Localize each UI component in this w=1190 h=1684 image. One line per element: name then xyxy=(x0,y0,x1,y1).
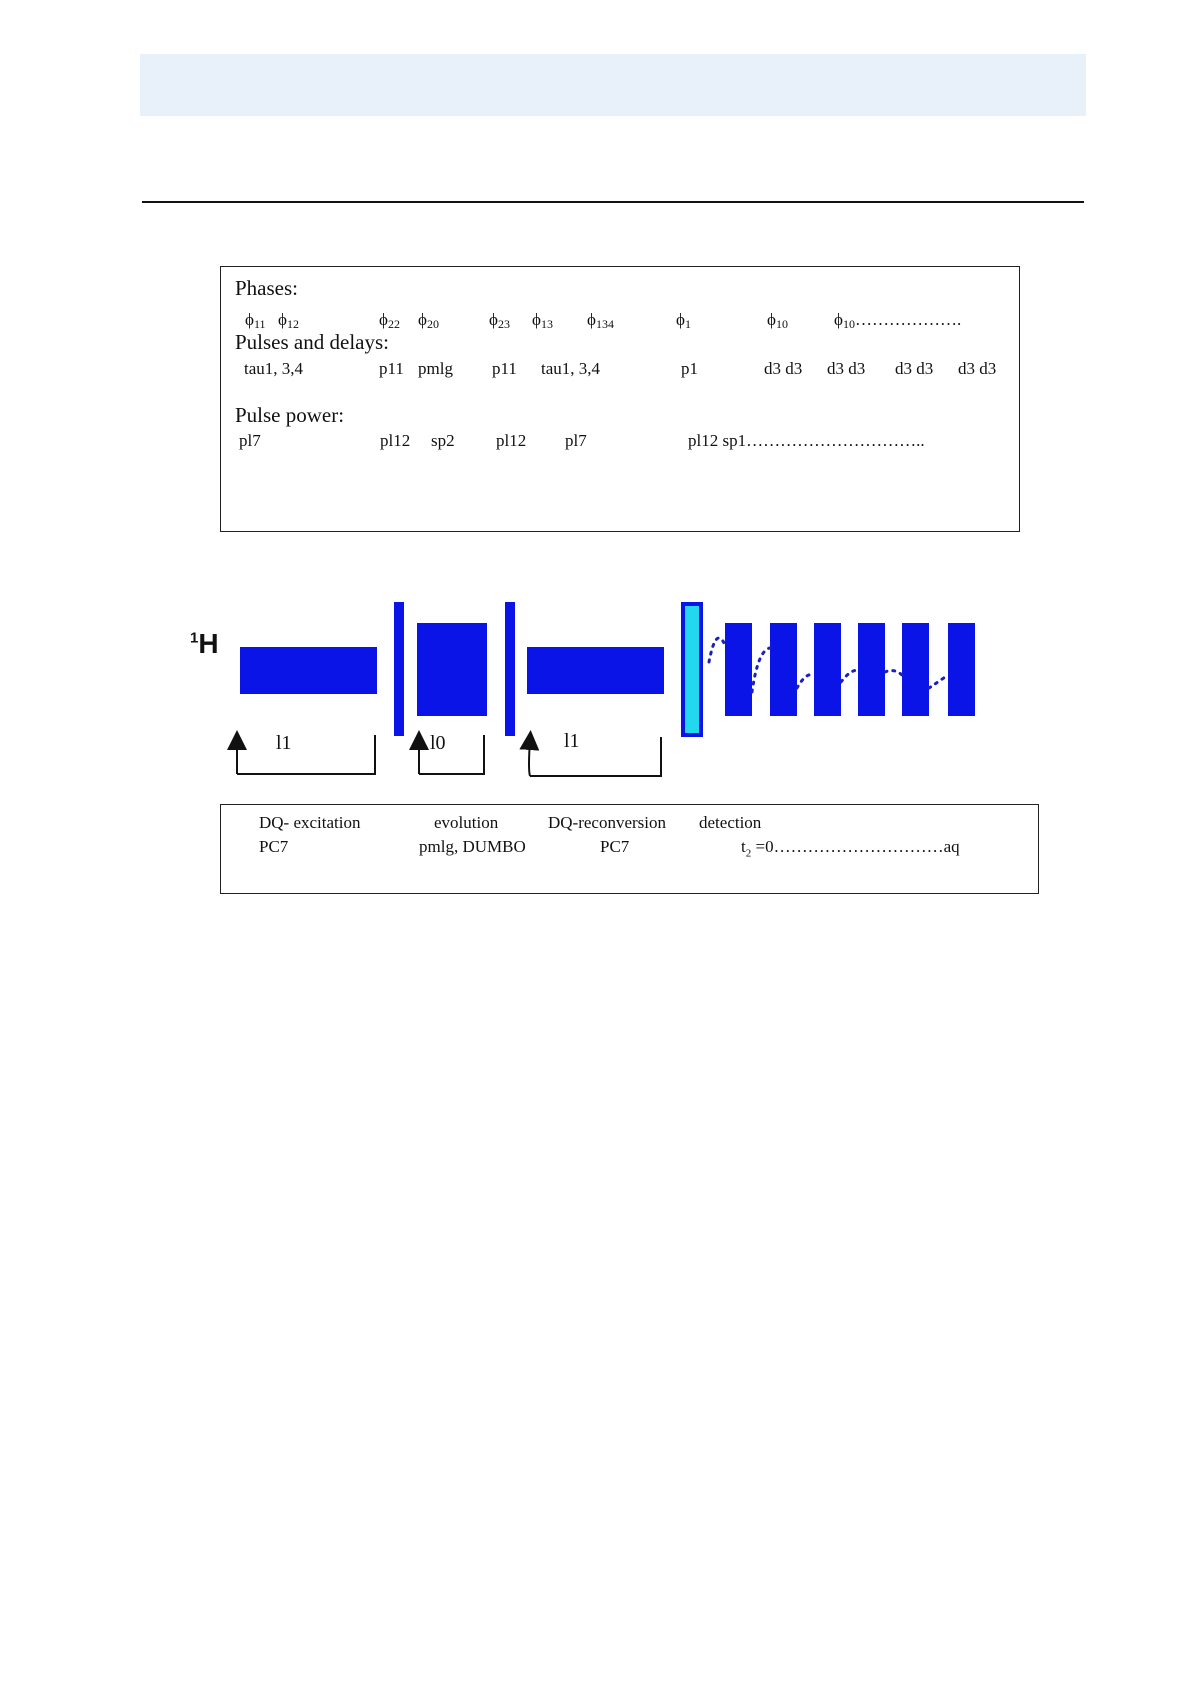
stage-label: DQ- excitation xyxy=(259,813,361,832)
pulse-label: p1 xyxy=(681,359,698,378)
pulse-label: tau1, 3,4 xyxy=(244,359,304,378)
loop-bracket xyxy=(237,735,375,774)
detection-pulse xyxy=(683,604,701,735)
dq-excitation-block xyxy=(240,647,377,694)
detection-window xyxy=(858,623,885,716)
pulse-label: p11 xyxy=(492,359,517,378)
detection-window xyxy=(770,623,797,716)
detection-window xyxy=(725,623,752,716)
power-label: pl7 xyxy=(239,431,261,450)
stage-label: DQ-reconversion xyxy=(548,813,667,832)
phase-label: $\phi_{10}\dots\dots\dots\dots\dots\dots$. xyxy=(834,310,962,331)
power-label: pl12 xyxy=(380,431,411,450)
phase-label: $\phi_{23}$ xyxy=(489,310,510,331)
phases-title: Phases: xyxy=(235,276,298,300)
acquisition-label: $t_2$ =0…………………………aq xyxy=(741,837,960,860)
evolution-block xyxy=(417,623,487,716)
pulse-label: tau1, 3,4 xyxy=(541,359,601,378)
pulse-label: pmlg xyxy=(418,359,453,378)
phase-label: $\phi_{12}$ xyxy=(278,310,299,331)
loop-label: l1 xyxy=(564,730,580,752)
detection-window xyxy=(814,623,841,716)
detection-window xyxy=(948,623,975,716)
stage-label: evolution xyxy=(434,813,499,832)
loop-label: l1 xyxy=(276,732,292,754)
pulse-label: p11 xyxy=(379,359,404,378)
detection-window xyxy=(902,623,929,716)
phase-label: $\phi_{20}$ xyxy=(418,310,439,331)
power-title: Pulse power: xyxy=(235,403,345,427)
power-label: pl12 xyxy=(496,431,527,450)
pulse-label: d3 d3 xyxy=(958,359,997,378)
pulse-bar xyxy=(394,602,404,736)
pulse-bar xyxy=(505,602,515,736)
phase-label: $\phi_{134}$ xyxy=(587,310,614,331)
stage-label: detection xyxy=(699,813,762,832)
power-label: pl12 sp1………………………….. xyxy=(688,431,925,450)
pulse-label: d3 d3 xyxy=(827,359,866,378)
loop-bracket xyxy=(419,735,484,774)
phase-label: $\phi_{11}$ xyxy=(245,310,266,331)
loop-label: l0 xyxy=(430,732,446,754)
method-label: pmlg, DUMBO xyxy=(419,837,526,856)
phase-label: $\phi_{22}$ xyxy=(379,310,400,331)
pulse-label: d3 d3 xyxy=(764,359,803,378)
loop-bracket xyxy=(529,737,661,776)
phase-label: $\phi_1$ xyxy=(676,310,691,331)
phase-label: $\phi_{10}$ xyxy=(767,310,788,331)
pulse-label: d3 d3 xyxy=(895,359,934,378)
method-label: PC7 xyxy=(600,837,630,856)
pulses-title: Pulses and delays: xyxy=(235,330,389,354)
dq-reconversion-block xyxy=(527,647,664,694)
nucleus-label: $^1$H xyxy=(190,628,219,659)
power-label: sp2 xyxy=(431,431,455,450)
power-label: pl7 xyxy=(565,431,587,450)
method-label: PC7 xyxy=(259,837,289,856)
phase-label: $\phi_{13}$ xyxy=(532,310,553,331)
